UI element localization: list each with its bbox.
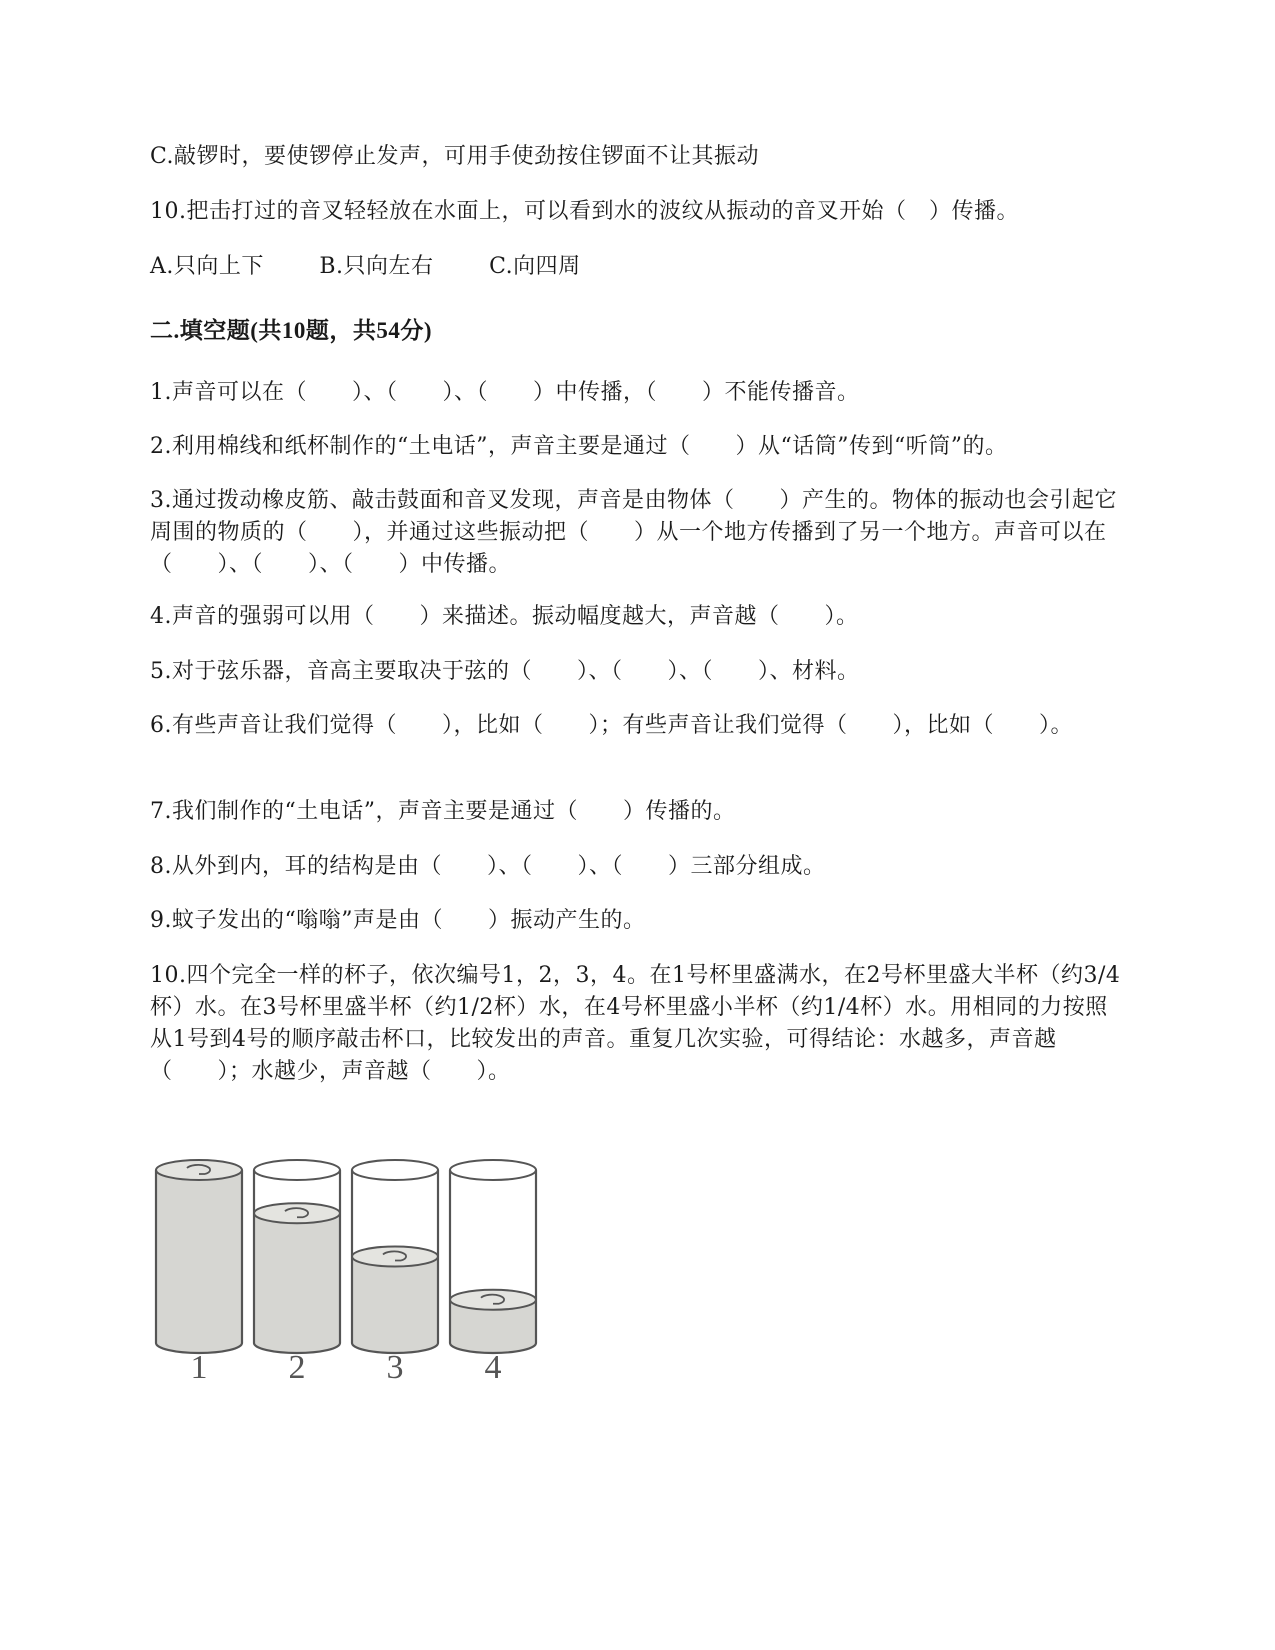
cup-water-2 <box>254 1213 340 1353</box>
q10-option-c: C.向四周 <box>489 254 581 279</box>
cup-2 <box>254 1160 340 1383</box>
cup-label-3: 3 <box>386 1349 404 1383</box>
fill-question-2: 2.利用棉线和纸杯制作的“土电话”，声音主要是通过（ ）从“话筒”传到“听筒”的。 <box>150 434 1008 459</box>
cup-1 <box>156 1160 242 1383</box>
fill-question-9: 9.蚊子发出的“嗡嗡”声是由（ ）振动产生的。 <box>150 908 646 933</box>
water-surface-3 <box>352 1247 438 1267</box>
fill-question-10: 10.四个完全一样的杯子，依次编号1，2，3，4。在1号杯里盛满水，在2号杯里盛大半杯（约3/4杯）水。在3号杯里盛半杯（约1/2杯）水，在4号杯里盛小半杯（约1/4杯）水。用相同的力按照从1号到4号的顺序敲击杯口，比较发出的声音。重复几次实验，可得结论：水越多，声音越（ ）；水越少，声音越（ ）。 <box>150 963 1121 1084</box>
q10-option-b: B.只向左右 <box>319 254 434 279</box>
cup-water-3 <box>352 1257 438 1354</box>
cups-figure <box>150 1158 570 1387</box>
cup-rim-2 <box>254 1160 340 1180</box>
section-title: 二.填空题(共10题，共54分) <box>150 318 433 343</box>
cup-label-1: 1 <box>190 1349 208 1383</box>
q10-stem: 10.把击打过的音叉轻轻放在水面上，可以看到水的波纹从振动的音叉开始（ ）传播。 <box>150 199 1019 224</box>
fill-question-3: 3.通过拨动橡皮筋、敲击鼓面和音叉发现，声音是由物体（ ）产生的。物体的振动也会引起它周围的物质的（ ），并通过这些振动把（ ）从一个地方传播到了另一个地方。声音可以在（ ）、（ ）、（ ）中传播。 <box>150 488 1117 577</box>
fill-question-1: 1.声音可以在（ ）、（ ）、（ ）中传播，（ ）不能传播音。 <box>150 380 860 405</box>
q9-option-c: C.敲锣时，要使锣停止发声，可用手使劲按住锣面不让其振动 <box>150 144 760 169</box>
fill-question-4: 4.声音的强弱可以用（ ）来描述。振动幅度越大，声音越（ ）。 <box>150 604 859 629</box>
cup-label-4: 4 <box>484 1349 502 1383</box>
cup-3 <box>352 1160 438 1383</box>
cup-rim-4 <box>450 1160 536 1180</box>
q10-option-a: A.只向上下 <box>150 254 264 279</box>
cup-water-1 <box>156 1170 242 1353</box>
fill-question-6: 6.有些声音让我们觉得（ ），比如（ ）；有些声音让我们觉得（ ），比如（ ）。 <box>150 713 1073 738</box>
cups-illustration <box>150 1158 570 1383</box>
fill-question-5: 5.对于弦乐器，音高主要取决于弦的（ ）、（ ）、（ ）、材料。 <box>150 659 860 684</box>
cup-rim-3 <box>352 1160 438 1180</box>
q10-options <box>150 252 629 282</box>
cup-label-2: 2 <box>288 1349 306 1383</box>
water-surface-1 <box>156 1160 242 1180</box>
water-surface-2 <box>254 1203 340 1223</box>
water-surface-4 <box>450 1290 536 1310</box>
fill-question-7: 7.我们制作的“土电话”，声音主要是通过（ ）传播的。 <box>150 799 736 824</box>
fill-question-8: 8.从外到内，耳的结构是由（ ）、（ ）、（ ）三部分组成。 <box>150 854 826 879</box>
cup-4 <box>450 1160 536 1383</box>
